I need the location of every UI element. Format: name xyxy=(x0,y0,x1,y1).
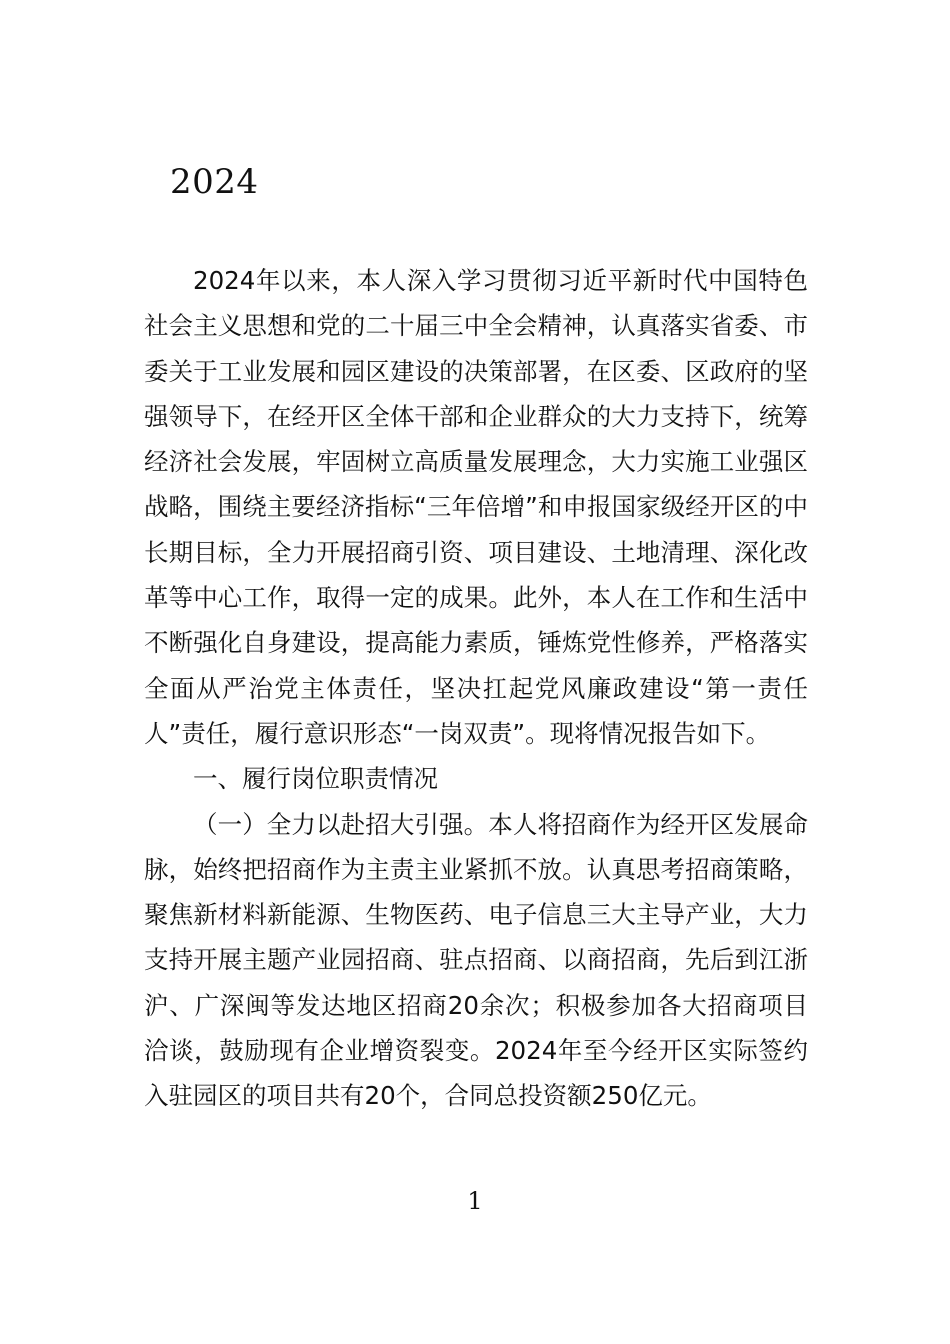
section-heading: 一、履行岗位职责情况 xyxy=(193,764,438,794)
subsection-paragraph: （一）全力以赴招大引强。本人将招商作为经开区发展命脉，始终把招商作为主责主业紧抓不放。认真思考招商策略，聚焦新材料新能源、生物医药、电子信息三大主导产业，大力支持开展主题产业园招商、驻点招商、以商招商，先后到江浙沪、广深闽等发达地区招商20余次；积极参加各大招商项目洽谈，鼓励现有企业增资裂变。2024年至今经开区实际签约入驻园区的项目共有20个，合同总投资额250亿元。 xyxy=(144,809,808,1111)
intro-paragraph: 2024年以来，本人深入学习贯彻习近平新时代中国特色社会主义思想和党的二十届三中全会精神，认真落实省委、市委关于工业发展和园区建设的决策部署，在区委、区政府的坚强领导下，在经开区全体干部和企业群众的大力支持下，统筹经济社会发展，牢固树立高质量发展理念，大力实施工业强区战略，围绕主要经济指标“三年倍增”和申报国家级经开区的中长期目标，全力开展招商引资、项目建设、土地清理、深化改革等中心工作，取得一定的成果。此外，本人在工作和生活中不断强化自身建设，提高能力素质，锤炼党性修养，严格落实全面从严治党主体责任，坚决扛起党风廉政建设“第一责任人”责任，履行意识形态“一岗双责”。现将情况报告如下。 xyxy=(144,266,808,748)
document-title: 2024 xyxy=(170,162,259,202)
document-body xyxy=(144,258,808,1119)
page-number: 1 xyxy=(467,1187,483,1215)
